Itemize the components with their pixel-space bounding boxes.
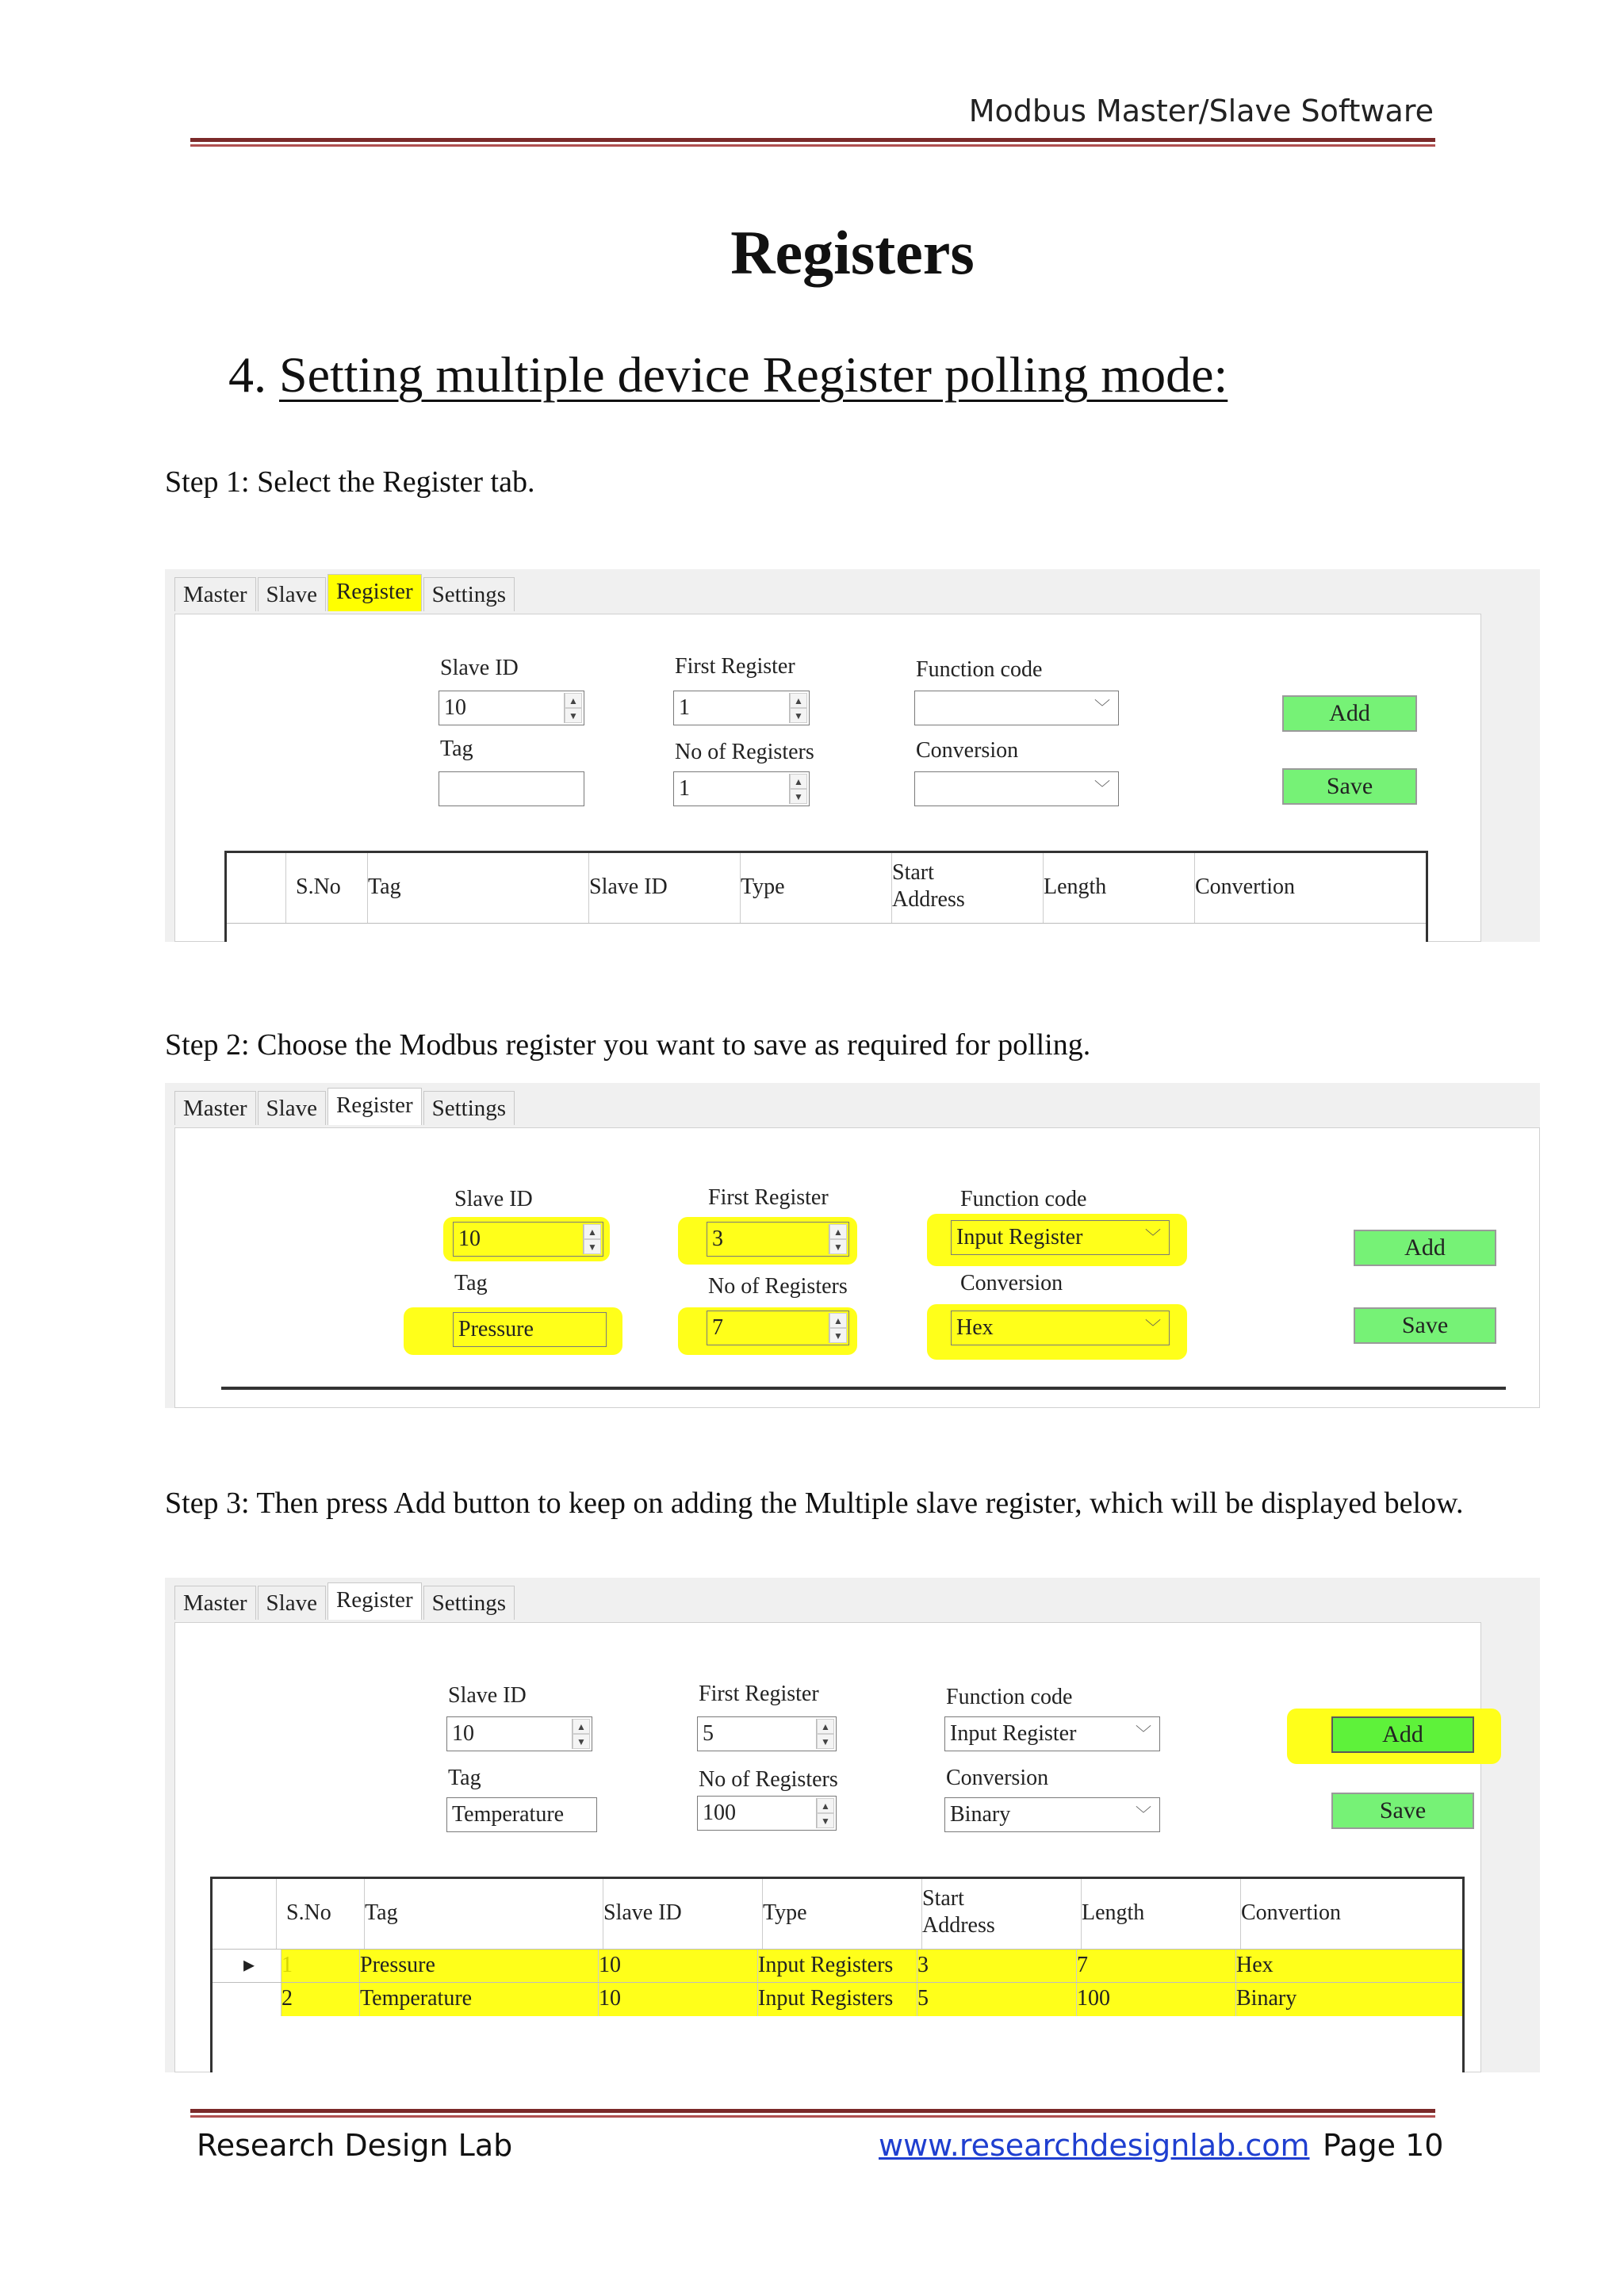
tag-input[interactable] xyxy=(446,1797,597,1832)
col-sno[interactable]: S.No xyxy=(286,853,368,923)
col-slave-id[interactable]: Slave ID xyxy=(580,853,741,923)
slave-id-input[interactable] xyxy=(446,1716,592,1751)
first-register-input[interactable] xyxy=(697,1716,837,1751)
slave-id-label: Slave ID xyxy=(448,1683,527,1708)
up-arrow-icon[interactable]: ▲ xyxy=(817,1798,834,1813)
row-selector-header xyxy=(227,853,286,923)
section-title: Setting multiple device Register polling mode: xyxy=(279,346,1228,403)
down-arrow-icon[interactable]: ▼ xyxy=(790,708,807,723)
cell-type[interactable]: Input Registers xyxy=(753,1983,917,2016)
col-address-label: Address xyxy=(922,1913,995,1938)
cell-slave-id[interactable]: 10 xyxy=(594,1983,758,2016)
screenshot-step-1 xyxy=(165,569,1540,942)
conversion-label: Conversion xyxy=(916,738,1019,763)
no-of-registers-label: No of Registers xyxy=(675,740,814,764)
col-length[interactable]: Length xyxy=(1072,1879,1241,1949)
slave-id-input[interactable] xyxy=(453,1222,603,1257)
no-of-registers-value: 100 xyxy=(703,1800,736,1825)
cell-type[interactable]: Input Registers xyxy=(753,1950,917,1983)
footer-website-link[interactable]: www.researchdesignlab.com xyxy=(879,2128,1310,2163)
tab-slave[interactable]: Slave xyxy=(258,1586,326,1620)
cell-tag[interactable]: Pressure xyxy=(355,1950,599,1983)
tab-slave[interactable]: Slave xyxy=(258,577,326,611)
first-register-value: 5 xyxy=(703,1721,714,1746)
chevron-down-icon: ﹀ xyxy=(1094,780,1110,798)
up-arrow-icon[interactable]: ▲ xyxy=(790,774,807,789)
save-button[interactable]: Save xyxy=(1331,1793,1474,1829)
register-pane xyxy=(174,1127,1540,1408)
cell-start-address[interactable]: 3 xyxy=(913,1950,1077,1983)
col-convertion[interactable]: Convertion xyxy=(1241,1900,1341,1925)
chevron-down-icon: ﹀ xyxy=(1145,1229,1161,1246)
up-arrow-icon[interactable]: ▲ xyxy=(573,1719,590,1734)
tab-register[interactable]: Register xyxy=(327,1088,422,1125)
col-sno[interactable]: S.No xyxy=(277,1879,365,1949)
screenshot-step-3 xyxy=(165,1578,1540,2072)
slave-id-value: 10 xyxy=(444,695,466,720)
tab-settings[interactable]: Settings xyxy=(423,577,515,611)
step-2-text: Step 2: Choose the Modbus register you want to save as required for polling. xyxy=(165,1028,1091,1062)
up-arrow-icon[interactable]: ▲ xyxy=(817,1719,834,1734)
first-register-spinner[interactable] xyxy=(789,693,807,723)
tab-register[interactable]: Register xyxy=(327,574,422,611)
first-register-label: First Register xyxy=(675,654,795,679)
cell-tag[interactable]: Temperature xyxy=(355,1983,599,2016)
no-of-registers-input[interactable] xyxy=(707,1311,849,1345)
tag-input[interactable] xyxy=(439,771,584,806)
up-arrow-icon[interactable]: ▲ xyxy=(829,1313,847,1328)
step-3-text: Step 3: Then press Add button to keep on adding the Multiple slave register, which will be displayed below. xyxy=(165,1487,1464,1520)
registers-table xyxy=(224,851,1428,942)
up-arrow-icon[interactable]: ▲ xyxy=(584,1224,601,1239)
down-arrow-icon[interactable]: ▼ xyxy=(790,789,807,804)
col-convertion[interactable]: Convertion xyxy=(1195,874,1295,899)
add-button[interactable]: Add xyxy=(1331,1716,1474,1753)
conversion-select[interactable] xyxy=(914,771,1119,806)
step-1-text: Step 1: Select the Register tab. xyxy=(165,465,535,499)
section-heading xyxy=(228,346,1228,404)
col-start-address[interactable] xyxy=(883,853,1044,923)
add-button[interactable]: Add xyxy=(1354,1230,1496,1266)
tag-input[interactable] xyxy=(453,1312,607,1347)
slave-id-spinner[interactable] xyxy=(564,693,582,723)
first-register-label: First Register xyxy=(708,1185,829,1210)
no-of-registers-spinner[interactable] xyxy=(789,774,807,804)
add-button[interactable]: Add xyxy=(1282,695,1417,732)
function-code-select[interactable] xyxy=(914,691,1119,725)
down-arrow-icon[interactable]: ▼ xyxy=(584,1239,601,1254)
footer-page-number: Page 10 xyxy=(1323,2128,1444,2163)
footer-rule xyxy=(190,2109,1435,2113)
up-arrow-icon[interactable]: ▲ xyxy=(829,1224,847,1239)
header-rule xyxy=(190,138,1435,142)
first-register-input[interactable] xyxy=(673,691,810,725)
down-arrow-icon[interactable]: ▼ xyxy=(565,708,582,723)
tag-label: Tag xyxy=(448,1766,481,1790)
tab-bar xyxy=(174,577,516,614)
tab-slave[interactable]: Slave xyxy=(258,1091,326,1125)
no-of-registers-value: 1 xyxy=(679,776,690,801)
cell-length[interactable]: 100 xyxy=(1072,1983,1236,2016)
section-number: 4. xyxy=(228,346,266,403)
col-address-label: Address xyxy=(892,887,965,912)
cell-sno[interactable]: 2 xyxy=(277,1983,360,2016)
down-arrow-icon[interactable]: ▼ xyxy=(573,1734,590,1749)
header-rule-thin xyxy=(190,144,1435,147)
tab-master[interactable]: Master xyxy=(174,1091,256,1125)
table-row[interactable] xyxy=(213,1949,1462,1983)
conversion-value: Hex xyxy=(956,1315,994,1340)
slave-id-spinner[interactable] xyxy=(572,1719,590,1749)
function-code-label: Function code xyxy=(916,657,1043,682)
first-register-input[interactable] xyxy=(707,1222,849,1257)
conversion-select[interactable] xyxy=(944,1797,1160,1832)
col-start-address[interactable] xyxy=(913,1879,1082,1949)
table-header-row xyxy=(227,853,1426,924)
conversion-label: Conversion xyxy=(946,1766,1049,1790)
tag-label: Tag xyxy=(454,1271,488,1295)
function-code-value: Input Register xyxy=(956,1225,1083,1249)
tag-label: Tag xyxy=(440,737,473,761)
tab-register[interactable]: Register xyxy=(327,1582,422,1620)
tab-bar xyxy=(174,1091,516,1127)
chevron-down-icon: ﹀ xyxy=(1145,1319,1161,1337)
col-start-label: Start xyxy=(892,860,934,885)
conversion-select[interactable] xyxy=(951,1311,1170,1345)
function-code-label: Function code xyxy=(960,1187,1087,1211)
save-button[interactable]: Save xyxy=(1354,1307,1496,1344)
chevron-down-icon: ﹀ xyxy=(1094,699,1110,717)
slave-id-value: 10 xyxy=(458,1226,481,1251)
col-tag[interactable]: Tag xyxy=(355,1879,603,1949)
tab-master[interactable]: Master xyxy=(174,1586,256,1620)
cell-start-address[interactable]: 5 xyxy=(913,1983,1077,2016)
col-length[interactable]: Length xyxy=(1034,853,1195,923)
cell-length[interactable]: 7 xyxy=(1072,1950,1236,1983)
no-of-registers-label: No of Registers xyxy=(699,1767,838,1792)
down-arrow-icon[interactable]: ▼ xyxy=(817,1813,834,1828)
up-arrow-icon[interactable]: ▲ xyxy=(565,693,582,708)
conversion-value: Binary xyxy=(950,1802,1011,1827)
no-of-registers-label: No of Registers xyxy=(708,1274,848,1299)
no-of-registers-input[interactable] xyxy=(673,771,810,806)
down-arrow-icon[interactable]: ▼ xyxy=(829,1239,847,1254)
first-register-value: 1 xyxy=(679,695,690,720)
table-top-edge xyxy=(221,1387,1506,1390)
row-selector xyxy=(213,1983,282,2016)
no-of-registers-value: 7 xyxy=(712,1315,723,1340)
document-header-title: Modbus Master/Slave Software xyxy=(968,94,1434,128)
page-title: Registers xyxy=(730,218,975,287)
table-header-row xyxy=(213,1879,1462,1949)
cell-slave-id[interactable]: 10 xyxy=(594,1950,758,1983)
cell-convertion[interactable]: Hex xyxy=(1236,1953,1274,1977)
footer-company: Research Design Lab xyxy=(197,2128,513,2163)
up-arrow-icon[interactable]: ▲ xyxy=(790,693,807,708)
chevron-down-icon: ﹀ xyxy=(1136,1806,1151,1823)
screenshot-step-2 xyxy=(165,1083,1540,1408)
first-register-spinner[interactable] xyxy=(816,1719,834,1749)
register-pane xyxy=(174,1622,1481,2072)
slave-id-label: Slave ID xyxy=(454,1187,533,1211)
down-arrow-icon[interactable]: ▼ xyxy=(817,1734,834,1749)
tab-master[interactable]: Master xyxy=(174,577,256,611)
slave-id-input[interactable] xyxy=(439,691,584,725)
slave-id-spinner[interactable] xyxy=(583,1224,601,1254)
tab-settings[interactable]: Settings xyxy=(423,1091,515,1125)
tab-bar xyxy=(174,1586,516,1622)
registers-table xyxy=(210,1877,1465,2072)
first-register-value: 3 xyxy=(712,1226,723,1251)
col-type[interactable]: Type xyxy=(753,1879,922,1949)
save-button[interactable]: Save xyxy=(1282,768,1417,805)
row-selector-header xyxy=(213,1879,277,1949)
cell-convertion[interactable]: Binary xyxy=(1236,1986,1297,2011)
function-code-value: Input Register xyxy=(950,1721,1077,1746)
first-register-spinner[interactable] xyxy=(829,1224,847,1254)
tag-value: Temperature xyxy=(452,1802,565,1827)
conversion-label: Conversion xyxy=(960,1271,1063,1295)
function-code-select[interactable] xyxy=(951,1220,1170,1255)
tab-settings[interactable]: Settings xyxy=(423,1586,515,1620)
register-pane xyxy=(174,614,1481,942)
row-pointer-icon: ▸ xyxy=(213,1950,282,1983)
footer-rule-thin xyxy=(190,2115,1435,2118)
no-of-registers-spinner[interactable] xyxy=(829,1313,847,1343)
no-of-registers-input[interactable] xyxy=(697,1796,837,1831)
col-type[interactable]: Type xyxy=(731,853,892,923)
down-arrow-icon[interactable]: ▼ xyxy=(829,1328,847,1343)
slave-id-value: 10 xyxy=(452,1721,474,1746)
cell-sno[interactable]: 1 xyxy=(277,1950,360,1983)
slave-id-label: Slave ID xyxy=(440,656,519,680)
tag-value: Pressure xyxy=(458,1317,534,1341)
chevron-down-icon: ﹀ xyxy=(1136,1725,1151,1743)
col-start-label: Start xyxy=(922,1886,964,1911)
table-row[interactable] xyxy=(213,1982,1462,2016)
col-slave-id[interactable]: Slave ID xyxy=(594,1879,763,1949)
function-code-label: Function code xyxy=(946,1685,1073,1709)
no-of-registers-spinner[interactable] xyxy=(816,1798,834,1828)
function-code-select[interactable] xyxy=(944,1716,1160,1751)
first-register-label: First Register xyxy=(699,1682,819,1706)
col-tag[interactable]: Tag xyxy=(358,853,589,923)
